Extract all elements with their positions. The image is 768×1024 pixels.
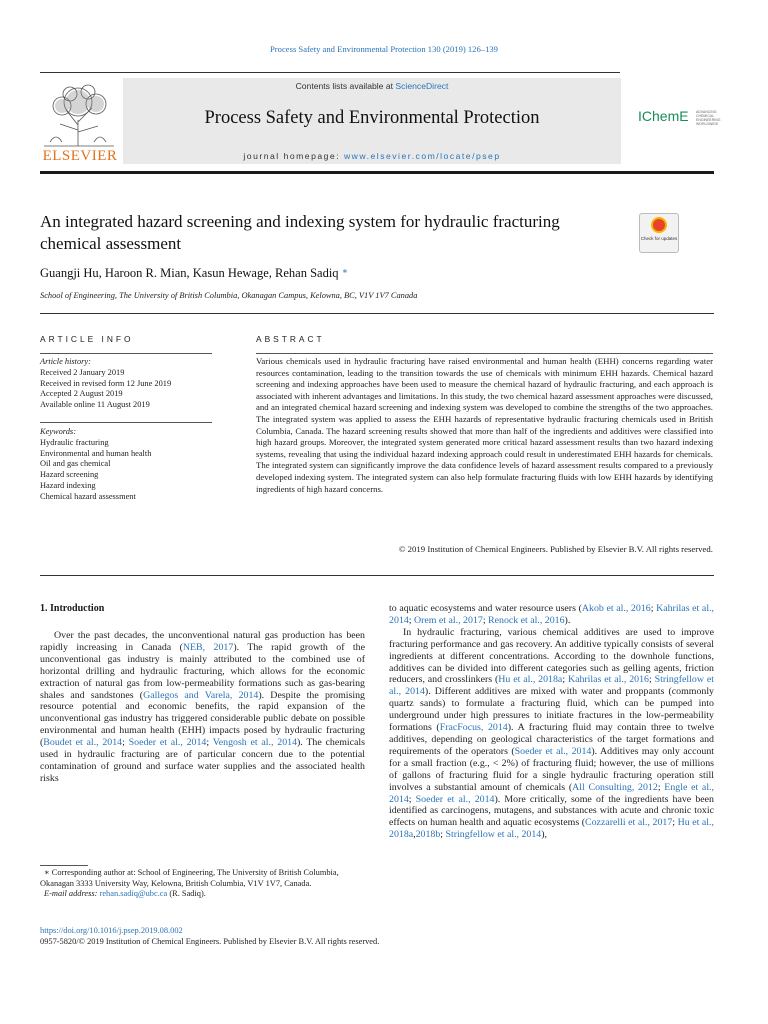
issn-line: 0957-5820/© 2019 Institution of Chemical Engineers. Published by Elsevier B.V. All rights reserved. xyxy=(40,936,380,946)
masthead-top-rule xyxy=(40,72,620,73)
footnote-star: ∗ xyxy=(44,868,50,877)
citation-link[interactable]: Engle et al., 2014 xyxy=(389,781,714,805)
corresponding-author-mark[interactable]: ∗ xyxy=(341,266,348,276)
intro-paragraph-1-continued: to aquatic ecosystems and water resource users (Akob et al., 2016; Kahrilas et al., 2014; Orem et al., 2017; Renock et al., 2016). xyxy=(389,603,715,626)
citation-link[interactable]: Stringfellow et al., 2014 xyxy=(445,829,542,841)
email-link[interactable]: rehan.sadiq@ubc.ca xyxy=(99,889,168,899)
citation-link[interactable]: Gallegos and Varela, 2014 xyxy=(143,689,259,701)
history-item: Available online 11 August 2019 xyxy=(40,400,150,410)
abstract-text: Various chemicals used in hydraulic fracturing have raised environmental and human health (EHH) concerns regarding water resources contamination, leading to the transition towards the use of chemicals with minimum EHH hazards. Chemical hazard screening and indexing approaches have been used to measure the chemical hazard of hydraulic fracturing, and each approach is associated with inherent advantages and limitations. In this study, the two chemical hazard assessment approaches were discussed, and an integrated chemical hazard screening and indexing system was developed to combine the strengths of the two approaches. The integrated system was applied to assess the EHH hazards of representative hydraulic fracturing chemicals used in British Columbia, Canada. The hazard screening results showed that more than half of the ingredients and additives were classified into high hazard groups. Moreover, the integrated system generated more critical hazard assessment results than two hazard indexing systems, revealing that using the individual hazard indexing approach could result in underestimated EHH hazards for chemicals. The integrated system can significantly improve the data confidence levels of hazard assessment results compared to a previously developed indexing system. The integrated system can also help formulate fracturing fluids with low EHH hazards by identifying ingredients of high hazard concerns. xyxy=(256,356,713,494)
history-item: Received in revised form 12 June 2019 xyxy=(40,378,172,388)
keyword-item: Chemical hazard assessment xyxy=(40,491,136,501)
keyword-item: Hazard screening xyxy=(40,470,99,480)
abstract-bottom-divider xyxy=(40,575,714,576)
citation-link[interactable]: All Consulting, 2012 xyxy=(572,781,658,793)
author-list xyxy=(40,266,348,281)
masthead-bottom-rule xyxy=(40,171,714,174)
keywords-rule xyxy=(40,422,212,423)
homepage-prefix: journal homepage: xyxy=(243,151,344,161)
check-for-updates-button[interactable] xyxy=(639,213,679,253)
citation-link[interactable]: Cozzarelli et al., 2017 xyxy=(585,817,673,829)
contents-availability xyxy=(123,81,621,91)
page-footer xyxy=(40,926,379,948)
left-column xyxy=(40,630,365,785)
citation-link[interactable]: NEB, 2017 xyxy=(182,641,234,653)
citation-link[interactable]: Soeder et al., 2014 xyxy=(514,745,592,757)
citation-link[interactable]: Renock et al., 2016 xyxy=(488,614,565,626)
elsevier-wordmark: ELSEVIER xyxy=(42,148,118,164)
history-label: Article history: xyxy=(40,357,91,366)
journal-masthead xyxy=(123,78,621,164)
elsevier-tree-icon xyxy=(40,80,118,148)
citation-link[interactable]: Boudet et al., 2014 xyxy=(43,737,123,749)
citation-link[interactable]: Soeder et al., 2014 xyxy=(128,737,207,749)
keywords-label: Keywords: xyxy=(40,427,76,436)
citation-link[interactable]: Vengosh et al., 2014 xyxy=(212,737,298,749)
crossmark-icon xyxy=(651,217,667,233)
article-history xyxy=(40,357,212,411)
footnote-email-line: E-mail address: rehan.sadiq@ubc.ca (R. Sadiq). xyxy=(44,889,206,899)
keywords xyxy=(40,427,212,503)
keyword-item: Environmental and human health xyxy=(40,448,152,458)
citation-link[interactable]: Kahrilas et al., 2014 xyxy=(389,603,715,626)
citation-link[interactable]: Kahrilas et al., 2016 xyxy=(567,674,649,686)
footnote-rule xyxy=(40,865,88,866)
citation-link[interactable]: Hu et al., 2018a xyxy=(498,674,563,686)
abstract-rule xyxy=(256,353,713,354)
article-info-heading: ARTICLE INFO xyxy=(40,334,134,344)
journal-title: Process Safety and Environmental Protection xyxy=(204,108,540,128)
journal-citation-link[interactable]: Process Safety and Environmental Protection 130 (2019) 126–139 xyxy=(270,44,498,54)
section-heading-introduction: 1. Introduction xyxy=(40,603,105,614)
corresponding-author-footnote xyxy=(40,868,365,900)
icheme-wordmark: IChemE xyxy=(638,108,689,124)
citation-link[interactable]: Akob et al., 2016 xyxy=(581,603,651,614)
keyword-item: Hazard indexing xyxy=(40,480,96,490)
citation-link[interactable]: FracFocus, 2014 xyxy=(439,722,508,734)
affiliation: School of Engineering, The University of British Columbia, Okanagan Campus, Kelowna, BC, V1V 1V7 Canada xyxy=(40,291,418,300)
intro-paragraph-2: In hydraulic fracturing, various chemical additives are used to improve fracturing performance and gas recovery. An additive typically consists of several ingredients at different concentrations. According to the downhole functions, additives can be divided into different categories such as gelling agents, friction reducers, and crosslinkers (Hu et al., 2018a; Kahrilas et al., 2016; Stringfellow et al., 2014). Different additives are mixed with water and proppants (commonly quartz sands) to formulate a fracturing fluid, which can be pumped into underground under high pressures to initiate fractures in the low-permeability formations (FracFocus, 2014). A fracturing fluid may contain three to twelve additives, depending on geological characteristics of the target formations and requirements of the operators (Soeder et al., 2014). Additives may only account for a small fraction (e.g., < 2%) of fracturing fluid; however, the use of millions of gallons of fracturing fluid for a single hydraulic fracturing operation still involves a substantial amount of chemicals (All Consulting, 2012; Engle et al., 2014; Soeder et al., 2014). More critically, some of the ingredients have been identified as carcinogens, mutagens, and substances with acute and chronic toxic effects on human health and aquatic ecosystems (Cozzarelli et al., 2017; Hu et al., 2018a,2018b; Stringfellow et al., 2014), xyxy=(389,626,715,841)
keyword-item: Oil and gas chemical xyxy=(40,459,111,469)
doi-link[interactable]: https://doi.org/10.1016/j.psep.2019.08.002 xyxy=(40,926,183,935)
intro-paragraph-1: Over the past decades, the unconventional natural gas production has been rapidly increasing in Canada (NEB, 2017). The rapid growth of the unconventional gas industry is mainly attributed to the combined use of horizontal drilling and hydraulic fracturing, which allows for the economic extraction of natural gas from low-permeability formations such as gas-bearing shales and sandstones (Gallegos and Varela, 2014). Despite the promising resource potential and economic benefits, the rapid expansion of the unconventional gas industry has triggered considerable public debate on possible environmental and human health (EHH) impacts posed by hydraulic fracturing (Boudet et al., 2014; Soeder et al., 2014; Vengosh et al., 2014). The chemicals used in hydraulic fracturing are of particular concern due to the potential contamination of ground and surface water supplies and the associated health risks xyxy=(40,630,365,784)
footnote-text: ∗ Corresponding author at: School of Engineering, The University of British Columbia, Okanagan 3333 University Way, Kelowna, British Columbia, V1V 1V7, Canada. xyxy=(40,868,339,888)
citation-link[interactable]: 2018b xyxy=(415,829,441,841)
authors-names: Guangji Hu, Haroon R. Mian, Kasun Hewage, Rehan Sadiq xyxy=(40,266,339,280)
citation-link[interactable]: Hu et al., 2018a xyxy=(389,817,714,841)
icheme-logo[interactable] xyxy=(638,108,728,130)
history-item: Accepted 2 August 2019 xyxy=(40,389,123,399)
elsevier-logo[interactable] xyxy=(40,80,120,166)
abstract-copyright: © 2019 Institution of Chemical Engineers. Published by Elsevier B.V. All rights reserved. xyxy=(398,544,713,554)
journal-homepage xyxy=(123,151,621,161)
check-for-updates-label: Check for updates xyxy=(640,236,678,241)
article-title: An integrated hazard screening and indexing system for hydraulic fracturing chemical assessment xyxy=(40,212,560,253)
contents-prefix: Contents lists available at xyxy=(295,81,396,91)
icheme-tagline: ADVANCING CHEMICAL ENGINEERING WORLDWIDE xyxy=(696,110,721,126)
citation-link[interactable]: Soeder et al., 2014 xyxy=(415,793,495,805)
abstract-heading: ABSTRACT xyxy=(256,334,325,344)
right-column xyxy=(389,603,714,841)
keyword-item: Hydraulic fracturing xyxy=(40,437,109,447)
header-divider xyxy=(40,313,714,314)
sciencedirect-link[interactable]: ScienceDirect xyxy=(395,81,449,91)
homepage-link[interactable]: www.elsevier.com/locate/psep xyxy=(343,151,501,161)
citation-link[interactable]: Orem et al., 2017 xyxy=(413,614,483,626)
citation-link[interactable]: Stringfellow et al., 2014 xyxy=(389,674,714,698)
article-info-rule xyxy=(40,353,212,354)
history-item: Received 2 January 2019 xyxy=(40,367,125,377)
